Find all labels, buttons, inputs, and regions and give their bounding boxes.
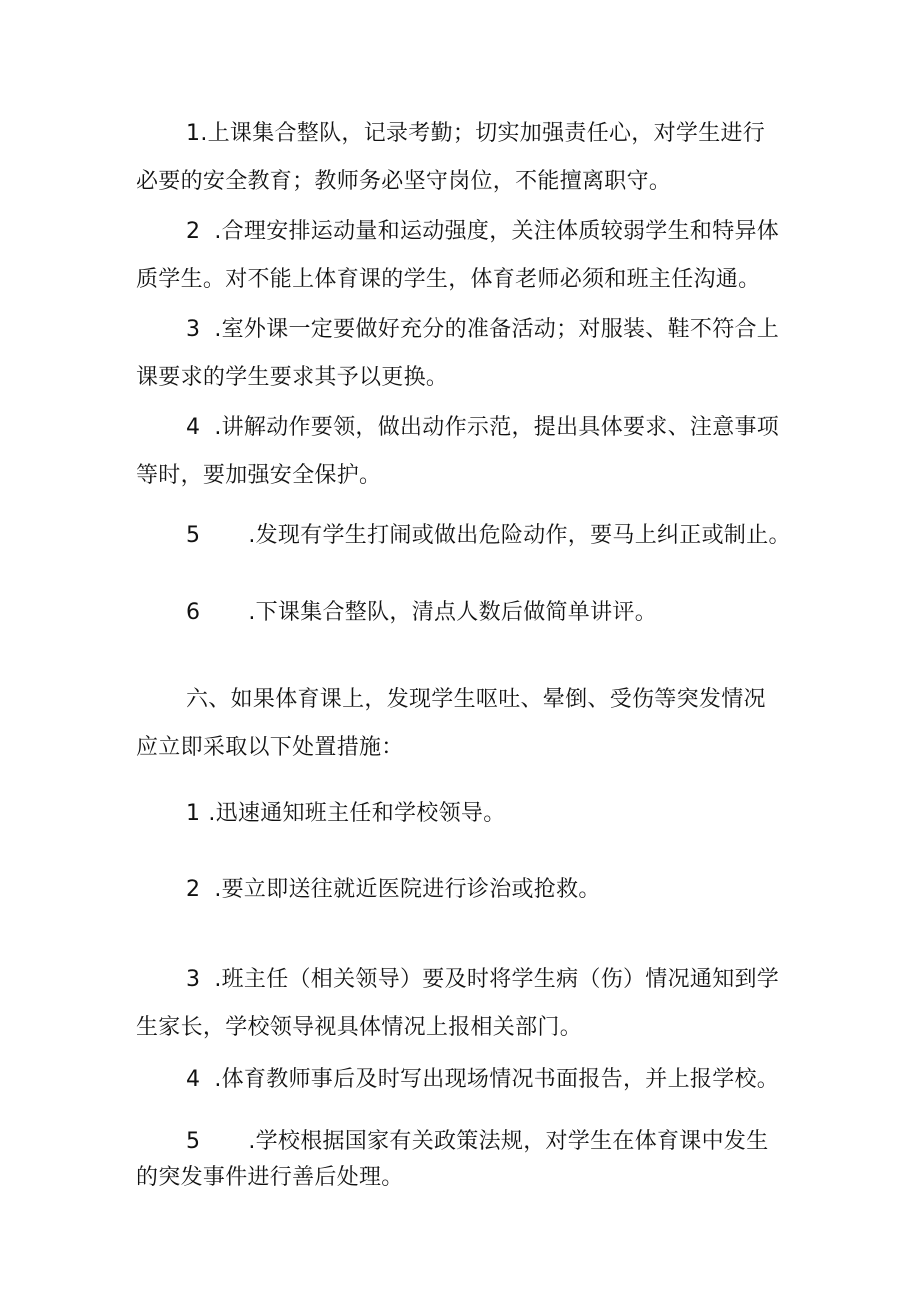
s5-item1-text: .上课集合整队，记录考勤；切实加强责任心，对学生进行	[200, 121, 766, 146]
s5-item6-text: .下课集合整队，清点人数后做简单讲评。	[248, 600, 658, 625]
s5-item4-text: .讲解动作要领，做出动作示范，提出具体要求、注意事项	[214, 415, 780, 440]
s6-item5-number: 5	[186, 1129, 201, 1154]
s5-item3-line1	[186, 314, 779, 346]
s6-item4-number: 4	[186, 1067, 201, 1092]
s6-item5-line1	[186, 1126, 769, 1158]
s6-item3-line1	[186, 964, 779, 996]
s5-item2-number: 2	[186, 219, 201, 244]
s6-item3-text: .班主任（相关领导）要及时将学生病（伤）情况通知到学	[214, 967, 780, 992]
s5-item2-line1	[186, 216, 779, 248]
s5-item5-number: 5	[186, 523, 201, 548]
s5-item1-line1	[186, 118, 765, 150]
s6-item3-number: 3	[186, 967, 201, 992]
s6-heading-line1: 六、如果体育课上，发现学生呕吐、晕倒、受伤等突发情况	[186, 687, 766, 712]
s5-item2-line2: 质学生。对不能上体育课的学生，体育老师必须和班主任沟通。	[136, 267, 761, 292]
s6-item3-line2: 生家长，学校领导视具体情况上报相关部门。	[136, 1015, 583, 1040]
s6-item1-number: 1	[186, 801, 201, 826]
s5-item5-text: .发现有学生打闹或做出危险动作，要马上纠正或制止。	[248, 523, 791, 548]
s6-item1-text: .迅速通知班主任和学校领导。	[208, 801, 506, 826]
s5-item5-line1	[186, 520, 791, 552]
s6-item4-text: .体育教师事后及时写出现场情况书面报告，并上报学校。	[214, 1067, 780, 1092]
s5-item3-number: 3	[186, 317, 201, 342]
s5-item4-number: 4	[186, 415, 201, 440]
s5-item6-number: 6	[186, 600, 201, 625]
s6-item2-line1	[186, 874, 601, 906]
s6-item2-text: .要立即送往就近医院进行诊治或抢救。	[214, 877, 601, 902]
s6-item5-text: .学校根据国家有关政策法规，对学生在体育课中发生	[248, 1129, 769, 1154]
s5-item6-line1	[186, 597, 657, 629]
s5-item3-text: .室外课一定要做好充分的准备活动；对服装、鞋不符合上	[214, 317, 780, 342]
s6-item2-number: 2	[186, 877, 201, 902]
s5-item2-text: .合理安排运动量和运动强度，关注体质较弱学生和特异体	[214, 219, 780, 244]
s5-item4-line2: 等时，要加强安全保护。	[136, 463, 382, 488]
s6-heading-line2: 应立即采取以下处置措施：	[136, 735, 404, 760]
s5-item1-line2: 必要的安全教育；教师务必坚守岗位，不能擅离职守。	[136, 169, 672, 194]
s5-item4-line1	[186, 412, 779, 444]
s6-item1-line1	[186, 798, 506, 830]
s5-item1-number: 1	[186, 121, 201, 146]
s5-item3-line2: 课要求的学生要求其予以更换。	[136, 365, 449, 390]
s6-item5-line2: 的突发事件进行善后处理。	[136, 1165, 404, 1190]
s6-item4-line1	[186, 1064, 779, 1096]
